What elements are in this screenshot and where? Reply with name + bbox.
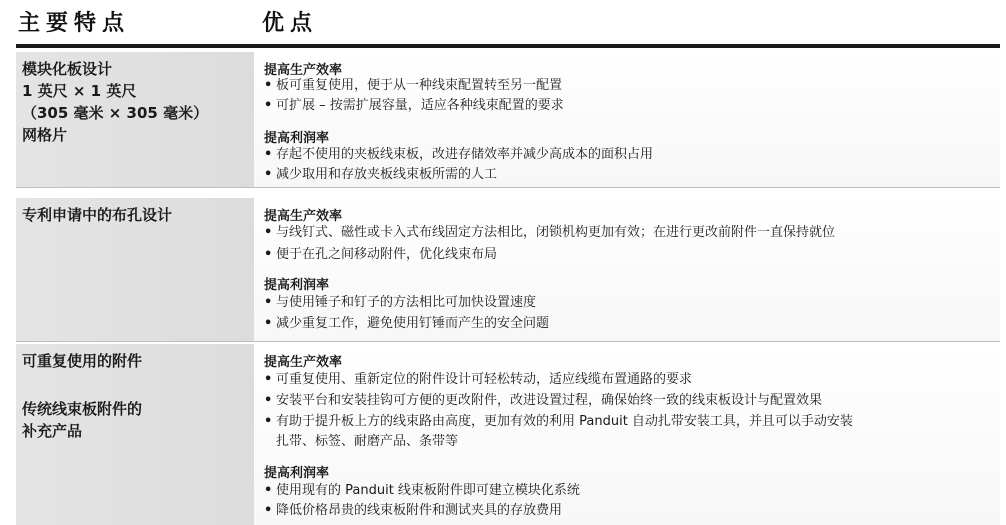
table-row — [16, 198, 1000, 342]
benefit-cell — [254, 198, 1000, 341]
feature-line: 1 英尺 × 1 英尺 — [22, 82, 137, 100]
bullet-icon: • — [264, 78, 273, 93]
benefit-cell — [254, 52, 1000, 187]
benefit-item: • 可扩展 – 按需扩展容量，适应各种线束配置的要求 — [264, 98, 564, 113]
bullet-icon: • — [264, 225, 273, 240]
benefit-item: • 板可重复使用，便于从一种线束配置转至另一配置 — [264, 78, 563, 93]
bullet-icon: • — [264, 414, 273, 429]
bullet-icon: • — [264, 483, 273, 498]
benefit-cell — [254, 344, 1000, 525]
benefit-item: • 有助于提升板上方的线束路由高度，更加有效的利用 Panduit 自动扎带安装工具，并且可以手动安装 — [264, 414, 853, 429]
benefit-group-title: 提高利润率 — [264, 466, 330, 481]
bullet-icon: • — [264, 167, 273, 182]
bullet-icon: • — [264, 147, 273, 162]
feature-line: 模块化板设计 — [22, 60, 113, 78]
benefit-item: • 减少取用和存放夹板线束板所需的人工 — [264, 167, 498, 182]
benefit-item-continuation: 扎带、标签、耐磨产品、条带等 — [276, 434, 459, 449]
feature-cell — [16, 198, 254, 341]
feature-line: （305 毫米 × 305 毫米） — [22, 104, 209, 122]
table-row — [16, 344, 1000, 525]
features-column-title: 主要特点 — [18, 11, 131, 36]
benefit-item: • 安装平台和安装挂钩可方便的更改附件，改进设置过程，确保始终一致的线束板设计与配置效果 — [264, 393, 823, 408]
feature-cell — [16, 52, 254, 187]
benefit-group-title: 提高利润率 — [264, 278, 330, 293]
benefit-item: • 使用现有的 Panduit 线束板附件即可建立模块化系统 — [264, 483, 580, 498]
benefit-item: • 与使用锤子和钉子的方法相比可加快设置速度 — [264, 295, 537, 310]
benefit-group-title: 提高生产效率 — [264, 63, 343, 78]
benefit-item: • 便于在孔之间移动附件，优化线束布局 — [264, 247, 498, 262]
feature-line: 可重复使用的附件 — [22, 352, 143, 370]
benefit-group-title: 提高生产效率 — [264, 209, 343, 224]
feature-line: 网格片 — [22, 126, 68, 144]
feature-line: 传统线束板附件的 — [22, 400, 143, 418]
table-header — [0, 0, 1006, 48]
bullet-icon: • — [264, 503, 273, 518]
header-rule — [16, 44, 1000, 48]
benefit-item: • 可重复使用、重新定位的附件设计可轻松转动，适应线缆布置通路的要求 — [264, 372, 693, 387]
table-row — [16, 52, 1000, 188]
bullet-icon: • — [264, 393, 273, 408]
bullet-icon: • — [264, 98, 273, 113]
benefit-group-title: 提高利润率 — [264, 131, 330, 146]
feature-line: 专利申请中的布孔设计 — [22, 206, 173, 224]
feature-cell — [16, 344, 254, 525]
benefit-item: • 减少重复工作，避免使用钉锤而产生的安全问题 — [264, 316, 550, 331]
benefit-group-title: 提高生产效率 — [264, 355, 343, 370]
benefit-item: • 与线钉式、磁性或卡入式布线固定方法相比，闭锁机构更加有效；在进行更改前附件一直保持就位 — [264, 225, 836, 240]
benefit-item: • 存起不使用的夹板线束板，改进存储效率并减少高成本的面积占用 — [264, 147, 654, 162]
bullet-icon: • — [264, 372, 273, 387]
bullet-icon: • — [264, 247, 273, 262]
feature-line: 补充产品 — [22, 422, 83, 440]
bullet-icon: • — [264, 295, 273, 310]
bullet-icon: • — [264, 316, 273, 331]
benefit-item: • 降低价格昂贵的线束板附件和测试夹具的存放费用 — [264, 503, 563, 518]
benefits-column-title: 优点 — [262, 11, 319, 36]
